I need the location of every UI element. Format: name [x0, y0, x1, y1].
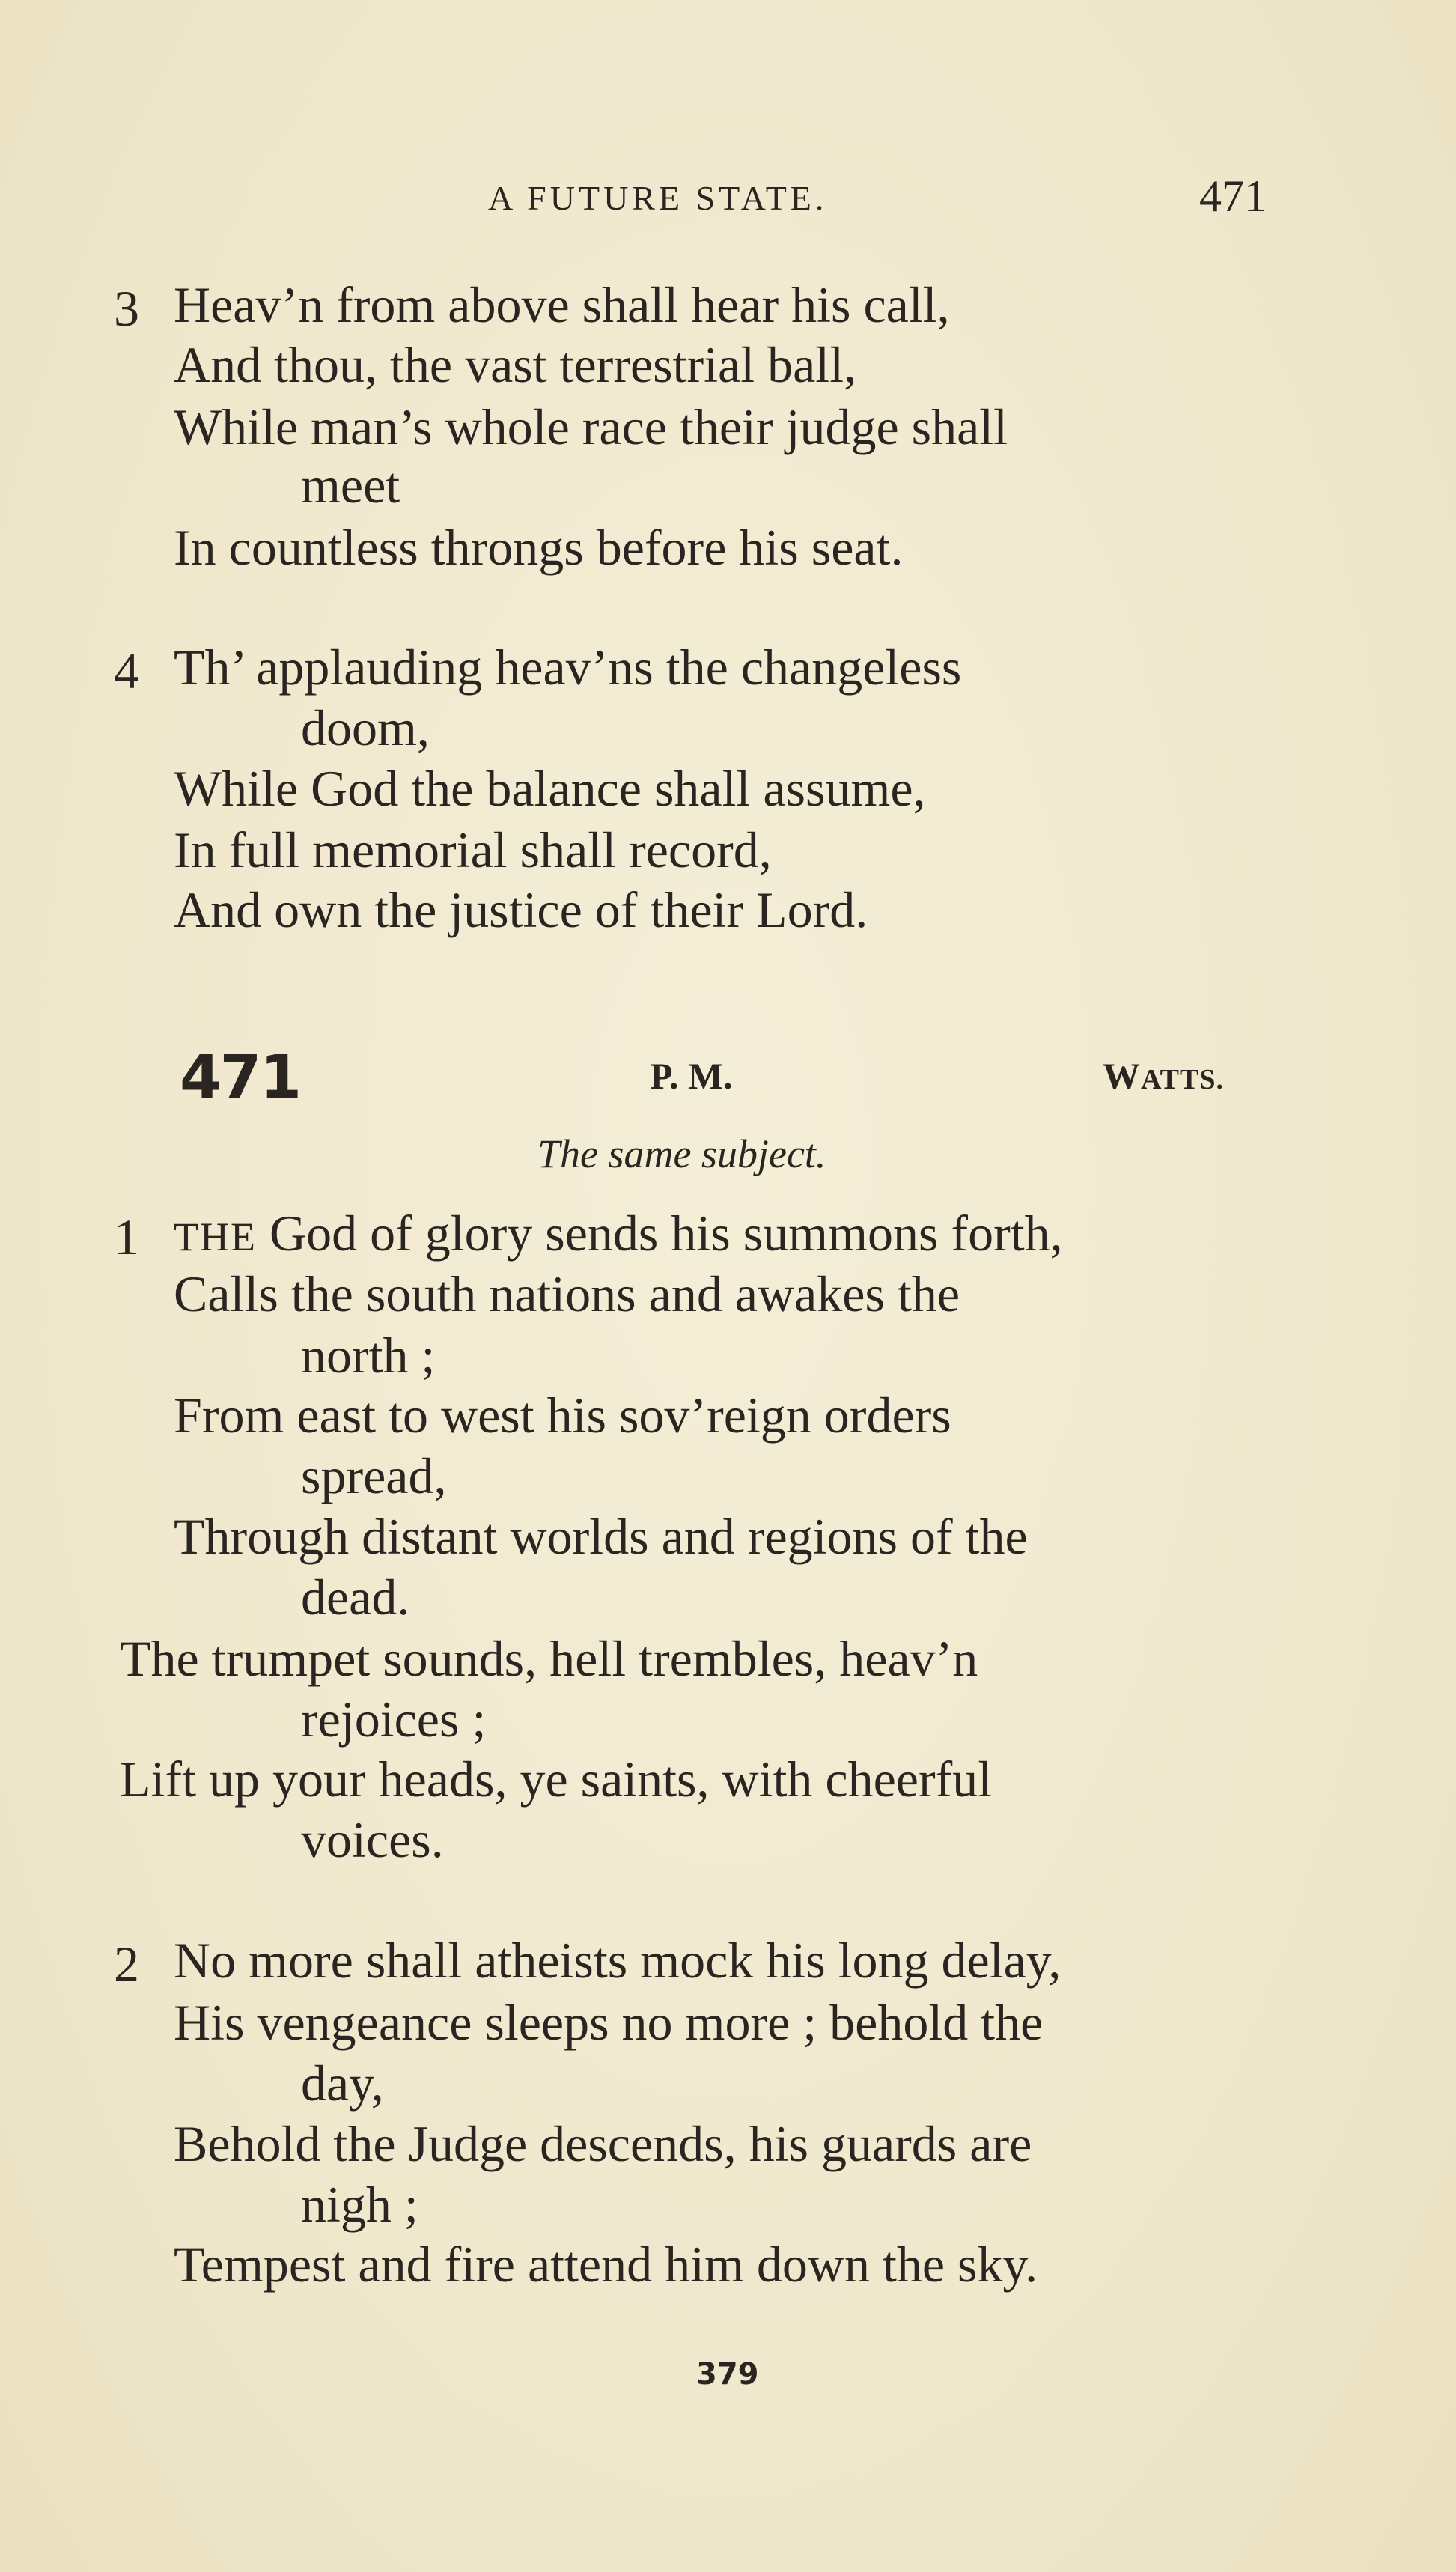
verse-line: From east to west his sov’reign orders [174, 1387, 951, 1444]
page-number: 471 [1199, 171, 1267, 221]
verse-line: And own the justice of their Lord. [174, 881, 868, 938]
verse-line: No more shall atheists mock his long delay, [174, 1932, 1061, 1989]
verse-line: Th’ applauding heav’ns the changeless [174, 639, 962, 696]
verse-line: meet [301, 457, 400, 514]
author-rest: ATTS. [1141, 1064, 1224, 1095]
verse-line: Calls the south nations and awakes the [174, 1265, 960, 1322]
verse-line: dead. [301, 1569, 410, 1626]
author-initial: W [1103, 1055, 1141, 1097]
hymn-author [1103, 1054, 1224, 1098]
verse-line: Lift up your heads, ye saints, with cheerful [120, 1751, 993, 1808]
verse-line [174, 1205, 1063, 1262]
stanza-number: 4 [114, 642, 139, 699]
verse-line: doom, [301, 699, 430, 756]
verse-line: rejoices ; [301, 1691, 487, 1748]
verse-line: voices. [301, 1811, 444, 1868]
verse-line: Heav’n from above shall hear his call, [174, 276, 950, 333]
verse-line: His vengeance sleeps no more ; behold the [174, 1994, 1044, 2051]
hymn-subtitle: The same subject. [537, 1131, 826, 1176]
verse-line: Behold the Judge descends, his guards are [174, 2115, 1032, 2172]
hymn-number: 471 [180, 1042, 300, 1112]
stanza-number: 1 [114, 1209, 139, 1265]
verse-line: day, [301, 2055, 384, 2112]
verse-line: north ; [301, 1327, 436, 1384]
verse-line: The trumpet sounds, hell trembles, heav’n [120, 1630, 978, 1687]
verse-line: In countless throngs before his seat. [174, 519, 904, 576]
verse-line: And thou, the vast terrestrial ball, [174, 336, 857, 393]
verse-line: Tempest and fire attend him down the sky. [174, 2236, 1038, 2293]
verse-line-rest: God of glory sends his summons forth, [256, 1205, 1063, 1262]
verse-line: In full memorial shall record, [174, 821, 772, 878]
verse-line: spread, [301, 1447, 447, 1504]
verse-line: Through distant worlds and regions of the [174, 1508, 1028, 1565]
stanza-number: 3 [114, 280, 139, 337]
verse-line: nigh ; [301, 2176, 418, 2233]
running-title: A FUTURE STATE. [488, 179, 828, 217]
signature-mark: 379 [696, 2357, 759, 2392]
verse-line: While God the balance shall assume, [174, 760, 926, 817]
hymn-meter: P. M. [650, 1055, 733, 1097]
verse-line: While man’s whole race their judge shall [174, 398, 1008, 455]
stanza-number: 2 [114, 1936, 139, 1992]
verse-first-word: THE [174, 1214, 257, 1259]
